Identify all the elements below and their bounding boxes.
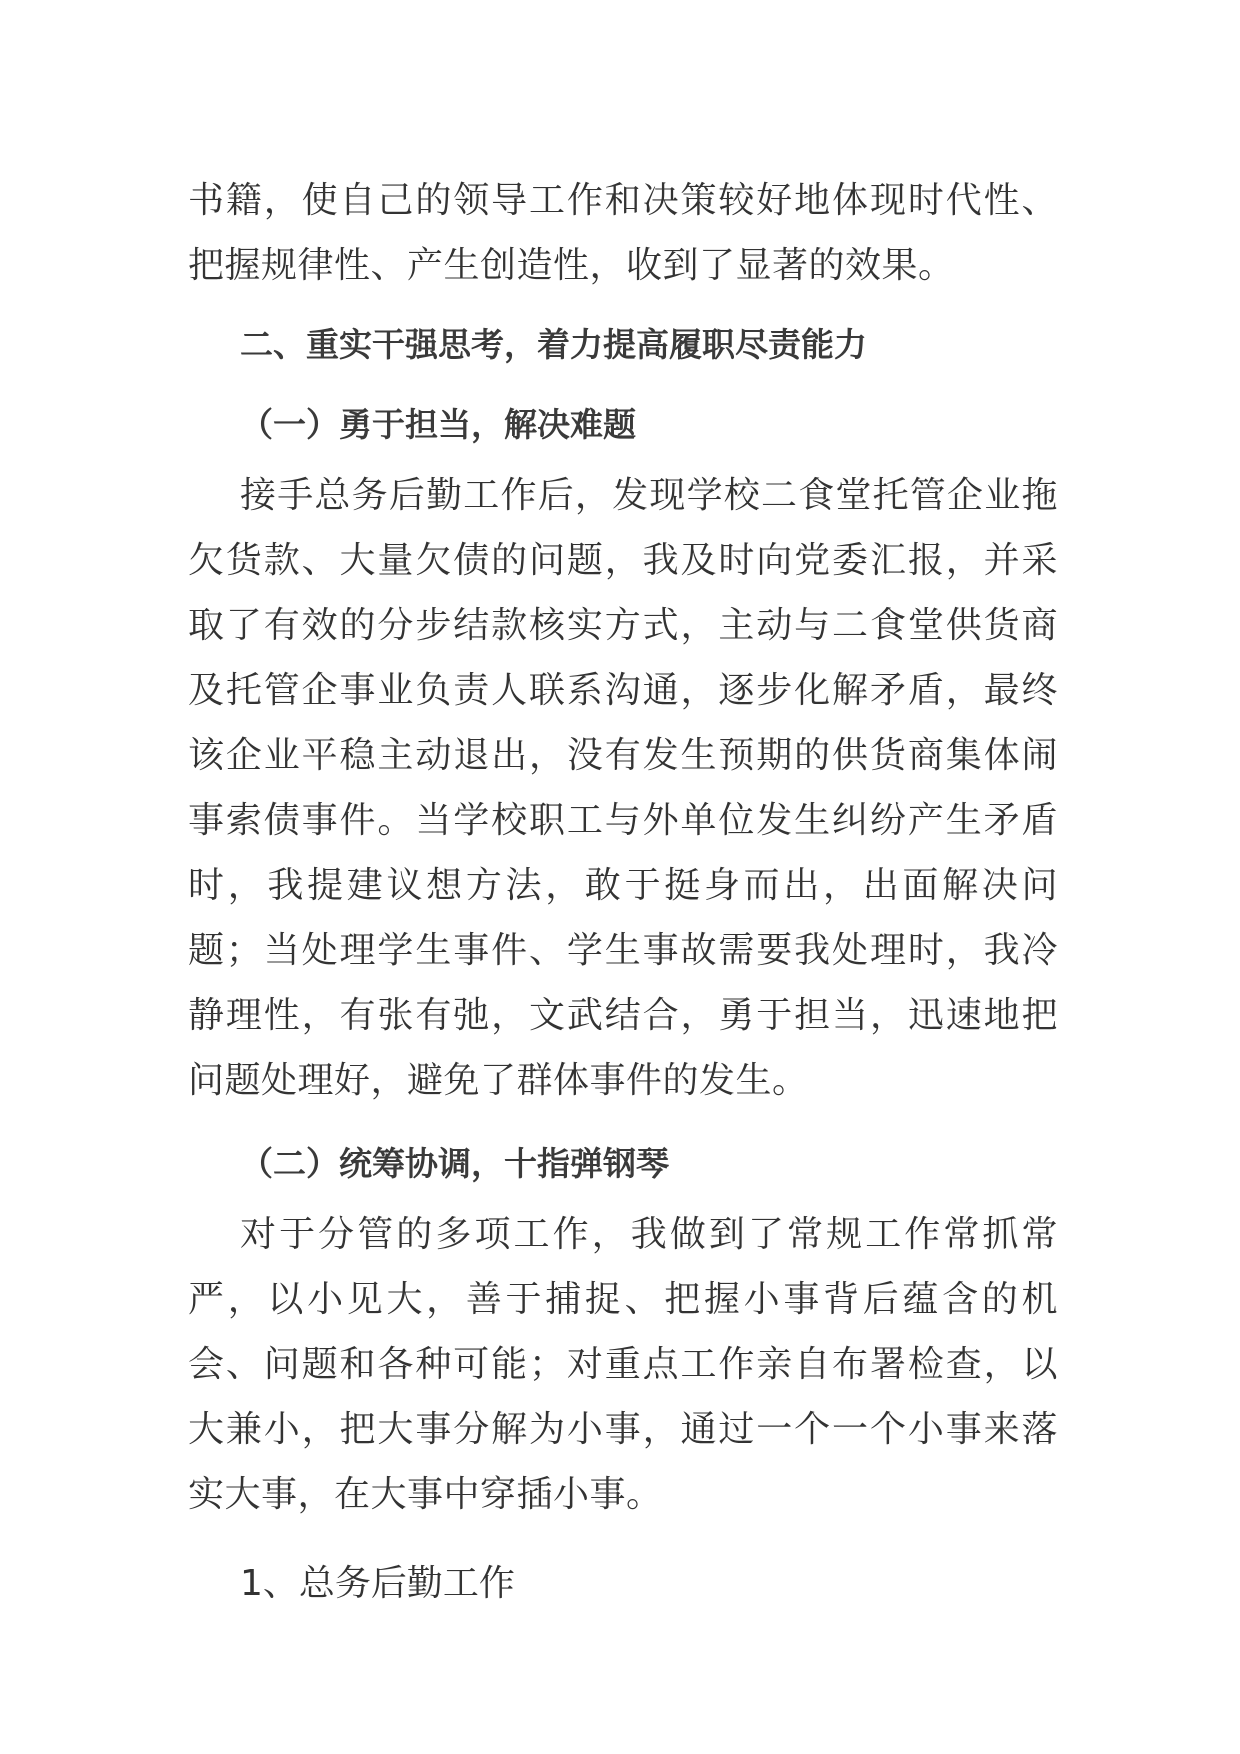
section-heading: 二、重实干强思考，着力提高履职尽责能力	[240, 325, 867, 364]
document-page	[188, 168, 1058, 1616]
subsection-2-paragraph: 对于分管的多项工作，我做到了常规工作常抓常严，以小见大，善于捕捉、把握小事背后蕴含的机会、问题和各种可能；对重点工作亲自布署检查，以大兼小，把大事分解为小事，通过一个一个小事来落实大事，在大事中穿插小事。	[188, 1214, 1058, 1515]
subsection-2-heading: （二）统筹协调，十指弹钢琴	[240, 1144, 669, 1183]
list-item-1: 1、总务后勤工作	[240, 1563, 515, 1604]
subsection-1-heading: （一）勇于担当，解决难题	[240, 405, 636, 444]
intro-paragraph: 书籍，使自己的领导工作和决策较好地体现时代性、把握规律性、产生创造性，收到了显著的效果。	[188, 180, 1058, 286]
subsection-1-paragraph: 接手总务后勤工作后，发现学校二食堂托管企业拖欠货款、大量欠债的问题，我及时向党委汇报，并采取了有效的分步结款核实方式，主动与二食堂供货商及托管企事业负责人联系沟通，逐步化解矛盾，最终该企业平稳主动退出，没有发生预期的供货商集体闹事索债事件。当学校职工与外单位发生纠纷产生矛盾时，我提建议想方法，敢于挺身而出，出面解决问题；当处理学生事件、学生事故需要我处理时，我冷静理性，有张有弛，文武结合，勇于担当，迅速地把问题处理好，避免了群体事件的发生。	[188, 475, 1058, 1101]
